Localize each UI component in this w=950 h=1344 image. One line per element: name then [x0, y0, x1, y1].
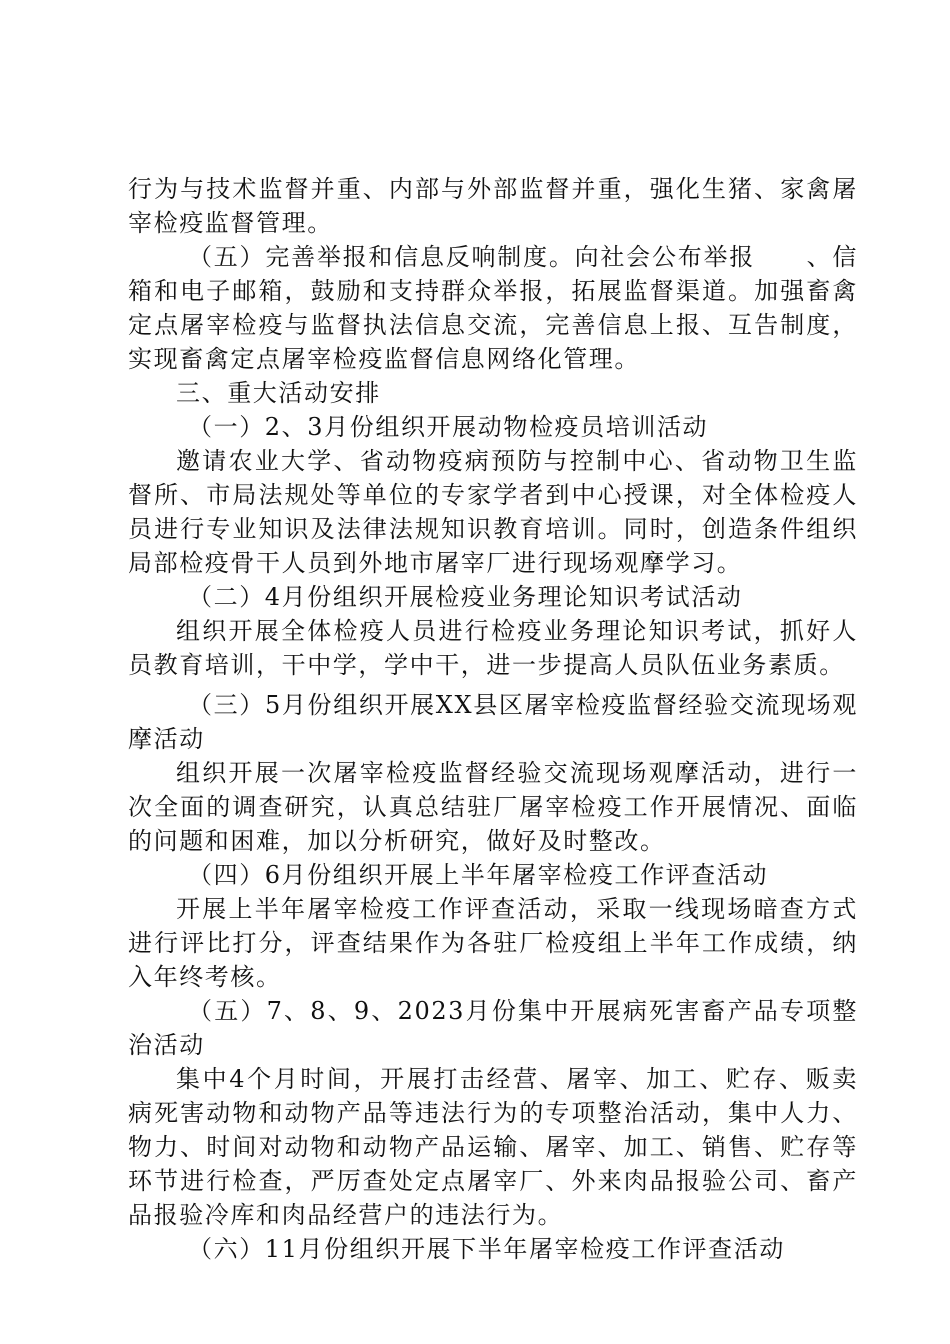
paragraph-report-system: （五）完善举报和信息反响制度。向社会公布举报 、信箱和电子邮箱，鼓励和支持群众举报，拓展监督渠道。加强畜禽定点屠宰检疫与监督执法信息交流，完善信息上报、互告制度，实现畜禽定点屠宰检疫监督信息网络化管理。 [128, 243, 858, 373]
activity-body-5: 集中4个月时间，开展打击经营、屠宰、加工、贮存、贩卖病死害动物和动物产品等违法行为的专项整治活动，集中人力、物力、时间对动物和动物产品运输、屠宰、加工、销售、贮存等环节进行检查，严厉查处定点屠宰厂、外来肉品报验公司、畜产品报验冷库和肉品经营户的违法行为。 [128, 1065, 858, 1229]
activity-heading-5: （五）7、8、9、2023月份集中开展病死害畜产品专项整治活动 [128, 997, 858, 1059]
activity-heading-1: （一）2、3月份组织开展动物检疫员培训活动 [188, 413, 709, 441]
section-heading-major-activities: 三、重大活动安排 [176, 379, 381, 407]
activity-heading-4: （四）6月份组织开展上半年屠宰检疫工作评查活动 [188, 861, 769, 889]
activity-body-1: 邀请农业大学、省动物疫病预防与控制中心、省动物卫生监督所、市局法规处等单位的专家学者到中心授课，对全体检疫人员进行专业知识及法律法规知识教育培训。同时，创造条件组织局部检疫骨干人员到外地市屠宰厂进行现场观摩学习。 [128, 447, 858, 577]
activity-body-3: 组织开展一次屠宰检疫监督经验交流现场观摩活动，进行一次全面的调查研究，认真总结驻厂屠宰检疫工作开展情况、面临的问题和困难，加以分析研究，做好及时整改。 [128, 759, 858, 855]
activity-body-2: 组织开展全体检疫人员进行检疫业务理论知识考试，抓好人员教育培训，干中学，学中干，进一步提高人员队伍业务素质。 [128, 617, 858, 679]
activity-body-4: 开展上半年屠宰检疫工作评查活动，采取一线现场暗查方式进行评比打分，评查结果作为各驻厂检疫组上半年工作成绩，纳入年终考核。 [128, 895, 858, 991]
activity-heading-3: （三）5月份组织开展XX县区屠宰检疫监督经验交流现场观摩活动 [128, 691, 858, 753]
activity-heading-2: （二）4月份组织开展检疫业务理论知识考试活动 [188, 583, 743, 611]
activity-heading-6: （六）11月份组织开展下半年屠宰检疫工作评查活动 [188, 1235, 785, 1263]
paragraph-supervision-continued: 行为与技术监督并重、内部与外部监督并重，强化生猪、家禽屠宰检疫监督管理。 [128, 175, 858, 237]
